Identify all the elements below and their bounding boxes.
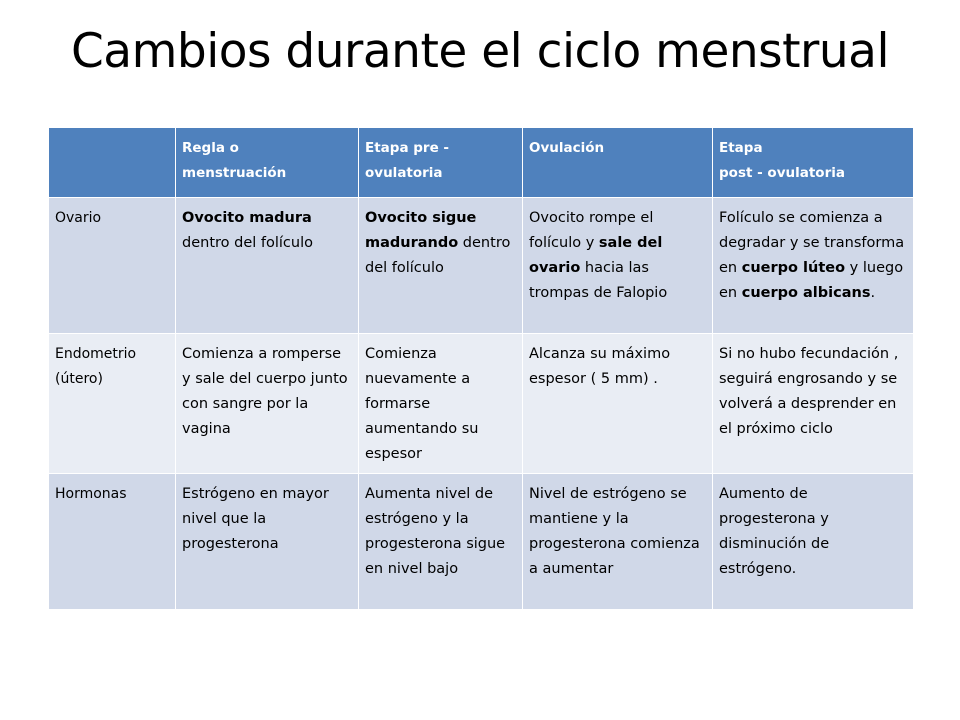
table-cell — [523, 474, 713, 610]
table-cell — [713, 334, 914, 474]
cell-text: Aumenta nivel de estrógeno y la progesterona sigue en nivel bajo — [365, 486, 506, 577]
table-cell — [359, 334, 523, 474]
menstrual-cycle-table — [48, 127, 914, 610]
cell-text-bold: Ovocito madura — [182, 210, 312, 226]
cell-text: Estrógeno en mayor nivel que la progesterona — [182, 486, 329, 552]
cell-text-bold: cuerpo albicans — [741, 285, 871, 301]
table-header-row — [49, 128, 914, 198]
header-cell-regla: Regla o menstruación — [176, 128, 359, 198]
cell-text: y luego en — [719, 260, 904, 301]
header-cell-empty — [49, 128, 176, 198]
cell-text: hacia las trompas de Falopio — [529, 260, 668, 301]
header-cell-post-ovulatoria: Etapa post - ovulatoria — [713, 128, 914, 198]
table-cell — [176, 474, 359, 610]
cell-text: dentro del folículo — [365, 235, 511, 276]
table-cell — [176, 334, 359, 474]
table-cell — [713, 474, 914, 610]
header-cell-pre-ovulatoria: Etapa pre - ovulatoria — [359, 128, 523, 198]
cell-text-bold: cuerpo lúteo — [741, 260, 846, 276]
cell-text: dentro del folículo — [182, 235, 313, 251]
row-label-hormonas: Hormonas — [49, 474, 176, 610]
cell-text: Comienza a romperse y sale del cuerpo junto con sangre por la vagina — [182, 346, 348, 437]
slide-title: Cambios durante el ciclo menstrual — [70, 24, 890, 79]
row-label-ovario: Ovario — [49, 198, 176, 334]
cell-text: Aumento de progesterona y disminución de estrógeno. — [719, 486, 830, 577]
cell-text: Comienza nuevamente a formarse aumentando su espesor — [365, 346, 479, 462]
cell-text: Folículo se comienza a degradar y se transforma en — [719, 210, 905, 276]
table-cell — [359, 198, 523, 334]
cell-text: Nivel de estrógeno se mantiene y la progesterona comienza a aumentar — [529, 486, 700, 577]
table-row — [49, 198, 914, 334]
cell-text: Si no hubo fecundación , seguirá engrosando y se volverá a desprender en el próximo ciclo — [719, 346, 899, 437]
table-cell — [176, 198, 359, 334]
cell-text: Ovocito rompe el folículo y — [529, 210, 654, 251]
cell-text: . — [870, 285, 876, 301]
cell-text-bold: Ovocito sigue madurando — [365, 210, 477, 251]
table-cell — [713, 198, 914, 334]
table-cell — [359, 474, 523, 610]
table-row — [49, 334, 914, 474]
table-row — [49, 474, 914, 610]
table-cell — [523, 334, 713, 474]
header-cell-ovulacion: Ovulación — [523, 128, 713, 198]
table-cell — [523, 198, 713, 334]
row-label-endometrio: Endometrio (útero) — [49, 334, 176, 474]
cell-text: Alcanza su máximo espesor ( 5 mm) . — [529, 346, 671, 387]
cell-text-bold: sale del ovario — [529, 235, 663, 276]
